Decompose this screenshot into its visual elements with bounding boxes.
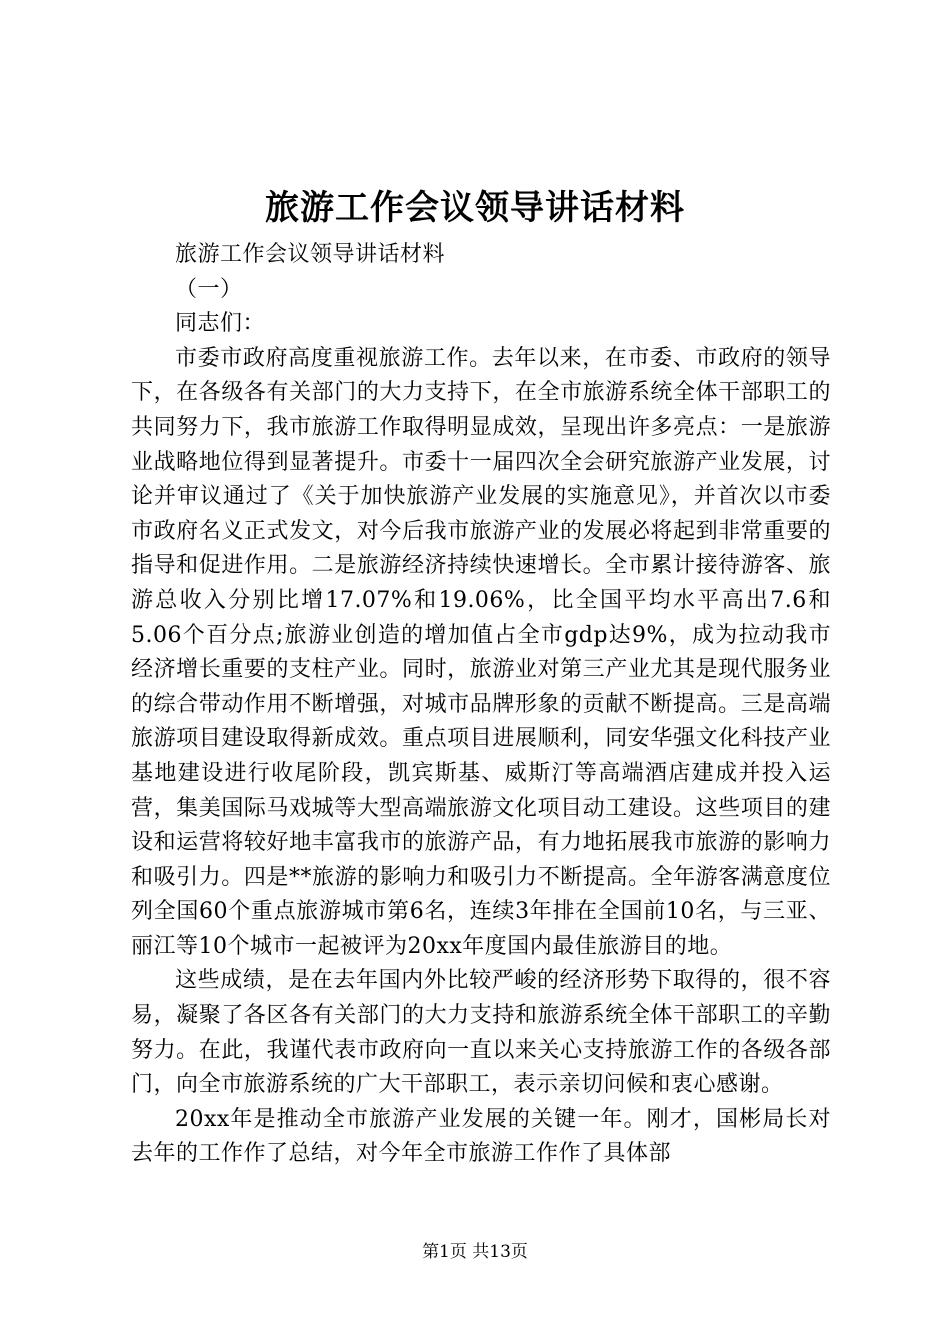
document-subtitle: 旅游工作会议领导讲话材料 — [175, 242, 446, 267]
body-paragraph: 这些成绩，是在去年国内外比较严峻的经济形势下取得的，很不容易，凝聚了各区各有关部门的大力支持和旅游系统全体干部职工的辛勤努力。在此，我谨代表市政府向一直以来关心支持旅游工作的各级各部门，向全市旅游系统的广大干部职工，表示亲切问候和衷心感谢。 — [131, 968, 831, 1098]
section-marker: （一） — [175, 276, 243, 302]
document-body — [131, 238, 831, 1172]
page-footer: 第1页 共13页 — [422, 1242, 528, 1262]
page-title: 旅游工作会议领导讲话材料 — [265, 188, 685, 228]
salutation: 同志们： — [175, 311, 266, 337]
body-paragraph: 20xx年是推动全市旅游产业发展的关键一年。刚才，国彬局长对去年的工作作了总结，对今年全市旅游工作作了具体部 — [131, 1106, 831, 1167]
body-paragraph: 市委市政府高度重视旅游工作。去年以来，在市委、市政府的领导下，在各级各有关部门的大力支持下，在全市旅游系统全体干部职工的共同努力下，我市旅游工作取得明显成效，呈现出许多亮点：一是旅游业战略地位得到显著提升。市委十一届四次全会研究旅游产业发展，讨论并审议通过了《关于加快旅游产业发展的实施意见》，并首次以市委市政府名义正式发文，对今后我市旅游产业的发展必将起到非常重要的指导和促进作用。二是旅游经济持续快速增长。全市累计接待游客、旅游总收入分别比增17.07%和19.06%，比全国平均水平高出7.6和5.06个百分点;旅游业创造的增加值占全市gdp达9%，成为拉动我市经济增长重要的支柱产业。同时，旅游业对第三产业尤其是现代服务业的综合带动作用不断增强，对城市品牌形象的贡献不断提高。三是高端旅游项目建设取得新成效。重点项目进展顺利，同安华强文化科技产业基地建设进行收尾阶段，凯宾斯基、威斯汀等高端酒店建成并投入运营，集美国际马戏城等大型高端旅游文化项目动工建设。这些项目的建设和运营将较好地丰富我市的旅游产品，有力地拓展我市旅游的影响力和吸引力。四是**旅游的影响力和吸引力不断提高。全年游客满意度位列全国60个重点旅游城市第6名，连续3年排在全国前10名，与三亚、丽江等10个城市一起被评为20xx年度国内最佳旅游目的地。 — [131, 345, 831, 959]
